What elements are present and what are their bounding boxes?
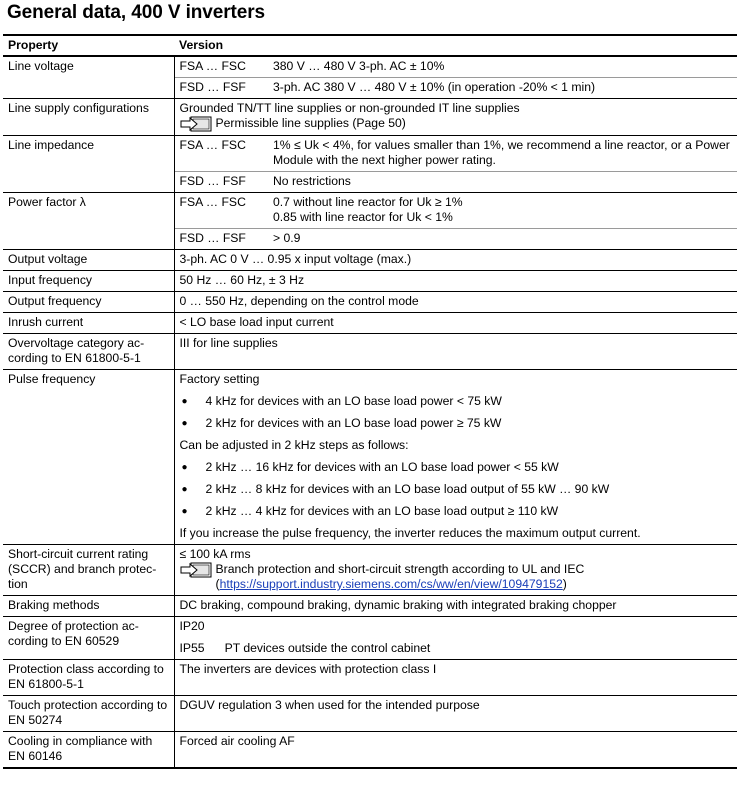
list-item-text: 4 kHz for devices with an LO base load power < 75 kW	[205, 394, 502, 408]
table-row	[3, 99, 737, 136]
table-header-row	[3, 35, 737, 56]
table-row	[3, 136, 737, 172]
row-label-pulse-frequency: Pulse frequency	[3, 370, 174, 545]
frame-size-cell: FSD … FSF	[174, 78, 268, 99]
protection-ip55	[180, 641, 733, 656]
section-heading: General data, 400 V inverters	[7, 2, 265, 23]
row-label-overvoltage-category: Overvoltage category ac-cording to EN 61800-5-1	[3, 334, 174, 370]
table-row	[3, 56, 737, 78]
value-cell: < LO base load input current	[174, 313, 737, 334]
bullet-icon: ●	[181, 484, 188, 495]
row-label-input-frequency: Input frequency	[3, 271, 174, 292]
row-label-touch-protection: Touch protection according to EN 50274	[3, 696, 174, 732]
value-cell: 50 Hz … 60 Hz, ± 3 Hz	[174, 271, 737, 292]
value-cell: 380 V … 480 V 3-ph. AC ± 10%	[268, 56, 737, 78]
bullet-icon: ●	[181, 396, 188, 407]
power-factor-value-b: 0.85 with line reactor for Uk < 1%	[273, 210, 453, 224]
table-row	[3, 193, 737, 229]
frame-size-cell: FSD … FSF	[174, 229, 268, 250]
cross-reference-arrow-icon	[180, 116, 212, 132]
sccr-value: ≤ 100 kA rms	[179, 547, 251, 561]
list-item-text: 2 kHz … 4 kHz for devices with an LO base load output ≥ 110 kW	[205, 504, 559, 518]
value-cell: 0 … 550 Hz, depending on the control mode	[174, 292, 737, 313]
list-item	[180, 482, 733, 497]
cross-reference	[180, 562, 733, 592]
cross-reference-end: )	[562, 577, 567, 591]
value-cell: Forced air cooling AF	[174, 732, 737, 769]
table-row	[3, 334, 737, 370]
value-cell: > 0.9	[268, 229, 737, 250]
bullet-icon: ●	[181, 462, 188, 473]
value-cell	[174, 370, 737, 545]
power-factor-value-a: 0.7 without line reactor for Uk ≥ 1%	[273, 195, 463, 209]
list-item	[180, 460, 733, 475]
cross-reference-arrow-icon	[180, 562, 212, 578]
table-row	[3, 732, 737, 769]
table-row	[3, 617, 737, 660]
value-cell: 3-ph. AC 380 V … 480 V ± 10% (in operation -20% < 1 min)	[268, 78, 737, 99]
row-label-output-frequency: Output frequency	[3, 292, 174, 313]
row-label-degree-of-protection: Degree of protection ac-cording to EN 60529	[3, 617, 174, 660]
table-row	[3, 370, 737, 545]
frame-size-cell: FSA … FSC	[174, 193, 268, 229]
factory-setting-list	[180, 394, 733, 431]
table-row	[3, 292, 737, 313]
row-label-output-voltage: Output voltage	[3, 250, 174, 271]
value-cell: DC braking, compound braking, dynamic braking with integrated braking chopper	[174, 596, 737, 617]
table-row	[3, 545, 737, 596]
cross-reference-text: Branch protection and short-circuit strength according to UL and IEC (	[215, 562, 585, 591]
column-header-version: Version	[174, 35, 737, 56]
list-item	[180, 416, 733, 431]
frame-size-cell: FSA … FSC	[174, 56, 268, 78]
table-row	[3, 696, 737, 732]
ip-code: IP55	[179, 641, 205, 655]
specification-table	[3, 34, 737, 769]
bullet-icon: ●	[181, 418, 188, 429]
row-label-braking-methods: Braking methods	[3, 596, 174, 617]
table-row	[3, 271, 737, 292]
table-row	[3, 250, 737, 271]
cross-reference-text[interactable]: Permissible line supplies (Page 50)	[215, 116, 406, 130]
column-header-property: Property	[3, 35, 174, 56]
row-label-cooling: Cooling in compliance with EN 60146	[3, 732, 174, 769]
cross-reference-body	[216, 562, 733, 592]
row-label-sccr: Short-circuit current rating (SCCR) and branch protec-tion	[3, 545, 174, 596]
value-cell	[268, 193, 737, 229]
value-cell	[174, 99, 737, 136]
row-label-line-voltage: Line voltage	[3, 56, 174, 99]
value-cell: No restrictions	[268, 172, 737, 193]
value-cell	[174, 617, 737, 660]
bullet-icon: ●	[181, 506, 188, 517]
pulse-adjust-text: Can be adjusted in 2 kHz steps as follows:	[179, 438, 409, 452]
adjustable-list	[180, 460, 733, 519]
line-supply-text: Grounded TN/TT line supplies or non-grounded IT line supplies	[179, 101, 520, 115]
value-cell: 3-ph. AC 0 V … 0.95 x input voltage (max.)	[174, 250, 737, 271]
row-label-inrush-current: Inrush current	[3, 313, 174, 334]
table-row	[3, 313, 737, 334]
value-cell: III for line supplies	[174, 334, 737, 370]
value-cell: DGUV regulation 3 when used for the intended purpose	[174, 696, 737, 732]
table-row	[3, 596, 737, 617]
row-label-line-impedance: Line impedance	[3, 136, 174, 193]
cross-reference[interactable]	[180, 116, 733, 132]
protection-ip20: IP20	[179, 619, 205, 633]
value-cell: 1% ≤ Uk < 4%, for values smaller than 1%, we recommend a line reactor, or a Power Module with the next higher power rating.	[268, 136, 737, 172]
row-label-line-supply: Line supply configurations	[3, 99, 174, 136]
pulse-intro: Factory setting	[179, 372, 260, 386]
row-label-protection-class: Protection class according to EN 61800-5-1	[3, 660, 174, 696]
value-cell	[174, 545, 737, 596]
list-item-text: 2 kHz for devices with an LO base load power ≥ 75 kW	[205, 416, 502, 430]
support-link[interactable]: https://support.industry.siemens.com/cs/ww/en/view/109479152	[219, 577, 563, 591]
frame-size-cell: FSA … FSC	[174, 136, 268, 172]
row-label-power-factor: Power factor λ	[3, 193, 174, 250]
frame-size-cell: FSD … FSF	[174, 172, 268, 193]
list-item	[180, 504, 733, 519]
value-cell: The inverters are devices with protection class I	[174, 660, 737, 696]
list-item-text: 2 kHz … 16 kHz for devices with an LO base load power < 55 kW	[205, 460, 559, 474]
pulse-note: If you increase the pulse frequency, the inverter reduces the maximum output current.	[179, 526, 641, 540]
table-row	[3, 660, 737, 696]
ip-description: PT devices outside the control cabinet	[224, 641, 431, 655]
list-item-text: 2 kHz … 8 kHz for devices with an LO base load output of 55 kW … 90 kW	[205, 482, 610, 496]
list-item	[180, 394, 733, 409]
